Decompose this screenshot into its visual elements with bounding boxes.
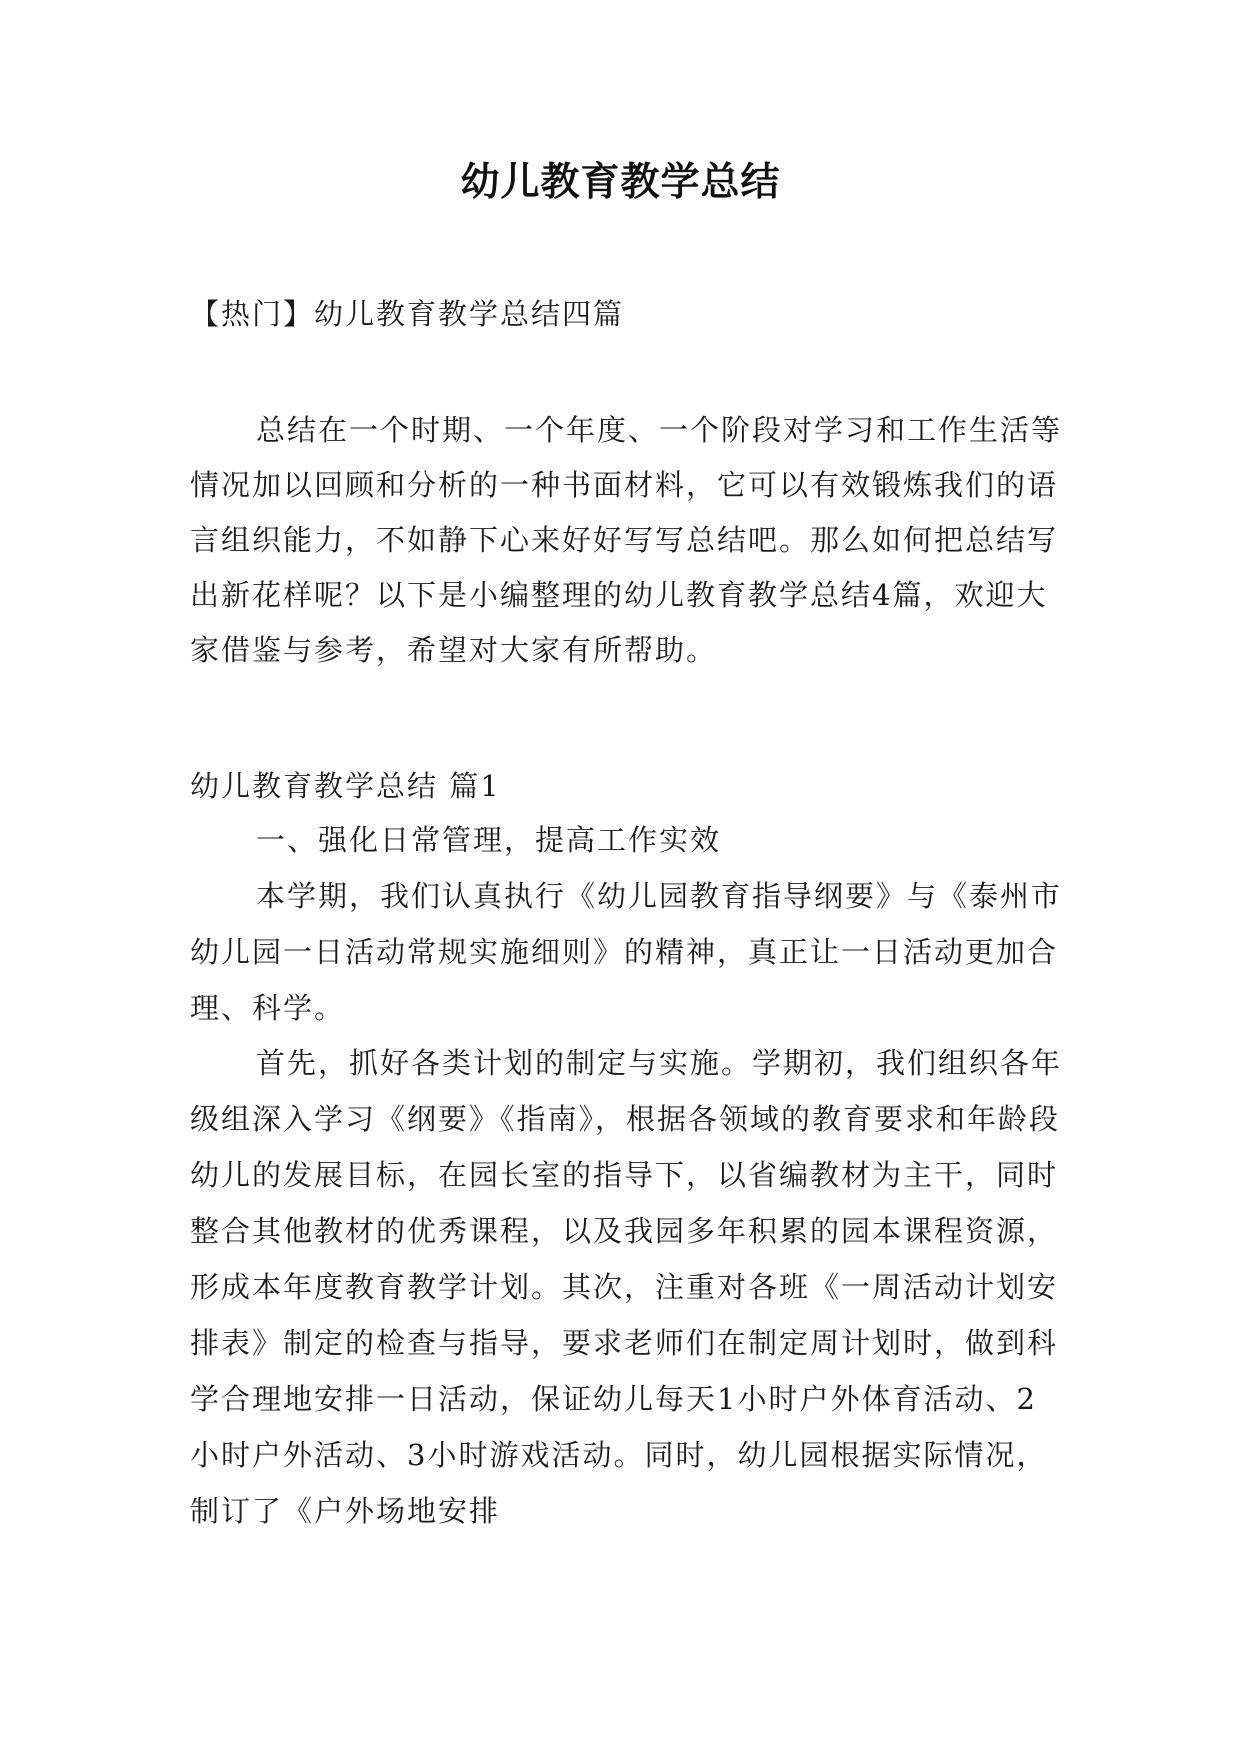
sub-heading: 一、强化日常管理，提高工作实效: [256, 823, 722, 857]
body-paragraph-1: 本学期，我们认真执行《幼儿园教育指导纲要》与《泰州市幼儿园一日活动常规实施细则》的精神，真正让一日活动更加合理、科学。: [190, 879, 1063, 1025]
document-title: 幼儿教育教学总结: [460, 160, 781, 205]
hot-title: 【热门】幼儿教育教学总结四篇: [190, 297, 625, 331]
section-heading: 幼儿教育教学总结 篇1: [190, 769, 501, 803]
body-paragraph-2: 首先，抓好各类计划的制定与实施。学期初，我们组织各年级组深入学习《纲要》《指南》，根据各领域的教育要求和年龄段幼儿的发展目标，在园长室的指导下，以省编教材为主干，同时整合其他教材的优秀课程，以及我园多年积累的园本课程资源，形成本年度教育教学计划。其次，注重对各班《一周活动计划安排表》制定的检查与指导，要求老师们在制定周计划时，做到科学合理地安排一日活动，保证幼儿每天1小时户外体育活动、2小时户外活动、3小时游戏活动。同时，幼儿园根据实际情况，制订了《户外场地安排: [190, 1046, 1063, 1528]
intro-paragraph: 总结在一个时期、一个年度、一个阶段对学习和工作生活等情况加以回顾和分析的一种书面材料，它可以有效锻炼我们的语言组织能力，不如静下心来好好写写总结吧。那么如何把总结写出新花样呢？以下是小编整理的幼儿教育教学总结4篇，欢迎大家借鉴与参考，希望对大家有所帮助。: [190, 413, 1063, 667]
